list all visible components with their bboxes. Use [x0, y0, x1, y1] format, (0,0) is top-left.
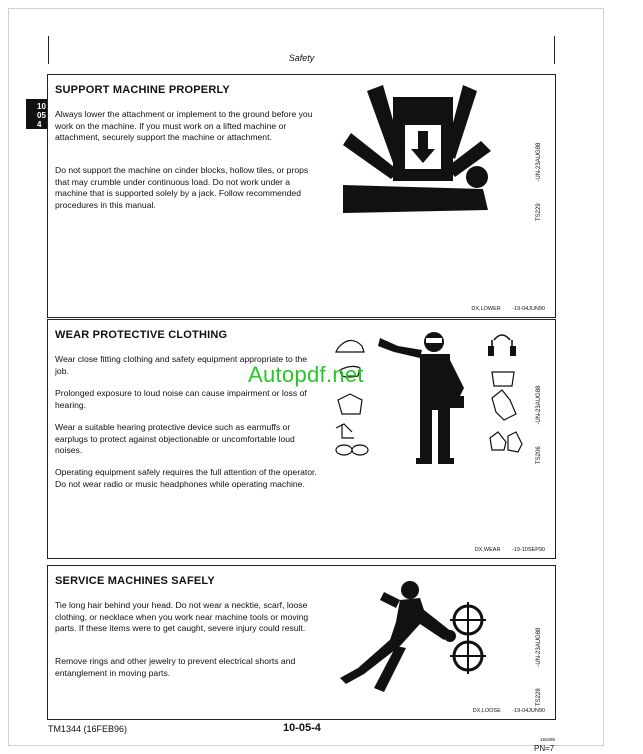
- paragraph: Wear close fitting clothing and safety equipment appropriate to the job.: [55, 354, 308, 376]
- side-tab-line1: 10: [37, 102, 46, 111]
- figure-code-part: TS228: [536, 688, 542, 706]
- paragraph: Tie long hair behind your head. Do not wear a necktie, scarf, loose clothing, or necklace when you work near machine tools or moving parts. If these items were to get caught, severe injury could result.: [55, 600, 309, 634]
- small-code: 150296: [540, 737, 556, 742]
- entanglement-hazard-icon: [340, 576, 490, 698]
- page-number: PN=7: [534, 744, 555, 753]
- page-code: 10-05-4: [283, 722, 321, 734]
- paragraph: Always lower the attachment or implement to the ground before you work on the machine. If you must work on a lifted machine or attachment, securely support the machine or attachment.: [55, 109, 313, 143]
- watermark: Autopdf.net: [248, 362, 364, 387]
- figure-code: [536, 386, 542, 464]
- paragraph: Do not support the machine on cinder blocks, hollow tiles, or props that may crumble under continuous load. Do not work under a machine that is supported solely by a jack. Follow recommended procedures in this manual.: [55, 165, 309, 210]
- section-footer-codes: [465, 547, 545, 553]
- figure-code-part: -UN-23AUG88: [536, 142, 542, 182]
- section-title: SUPPORT MACHINE PROPERLY: [55, 84, 230, 96]
- figure-code-part: TS206: [536, 446, 542, 464]
- paragraph: Wear a suitable hearing protective device such as earmuffs or earplugs to protect against objectionable or uncomfortable loud noises.: [55, 422, 295, 456]
- paragraph: Remove rings and other jewelry to prevent electrical shorts and entanglement in moving parts.: [55, 656, 296, 678]
- section-title: WEAR PROTECTIVE CLOTHING: [55, 329, 228, 341]
- side-tab-line3: 4: [37, 120, 42, 129]
- section-footer-codes: [463, 708, 545, 714]
- paragraph: Prolonged exposure to loud noise can cause impairment or loss of hearing.: [55, 388, 307, 410]
- paragraph: Operating equipment safely requires the full attention of the operator. Do not wear radio or music headphones while operating machine.: [55, 467, 317, 489]
- manual-id: TM1344 (16FEB96): [48, 724, 128, 734]
- section-footer-codes: [461, 306, 545, 312]
- figure-code-part: -UN-23AUG88: [536, 627, 542, 667]
- header-title: Safety: [288, 53, 315, 63]
- figure-code: [536, 143, 542, 221]
- section-title: SERVICE MACHINES SAFELY: [55, 575, 215, 587]
- section-code: DX,WEAR: [474, 547, 501, 553]
- side-tab-line2: 05: [37, 111, 46, 120]
- section-protective-clothing: [47, 319, 556, 559]
- side-tab: [26, 99, 48, 129]
- section-date: -19-04JUN90: [512, 306, 545, 312]
- figure-code: [536, 628, 542, 706]
- figure-code-part: TS229: [536, 203, 542, 221]
- section-date: -19-10SEP90: [511, 547, 545, 553]
- figure-code-part: -UN-23AUG88: [536, 385, 542, 425]
- section-service-machines: [47, 565, 556, 720]
- section-code: DX,LOWER: [471, 306, 501, 312]
- section-date: -19-04JUN90: [512, 708, 545, 714]
- crushed-under-machine-icon: [343, 85, 493, 220]
- section-support-machine: [47, 74, 556, 318]
- section-code: DX,LOOSE: [472, 708, 501, 714]
- protective-equipment-icon: [332, 328, 532, 468]
